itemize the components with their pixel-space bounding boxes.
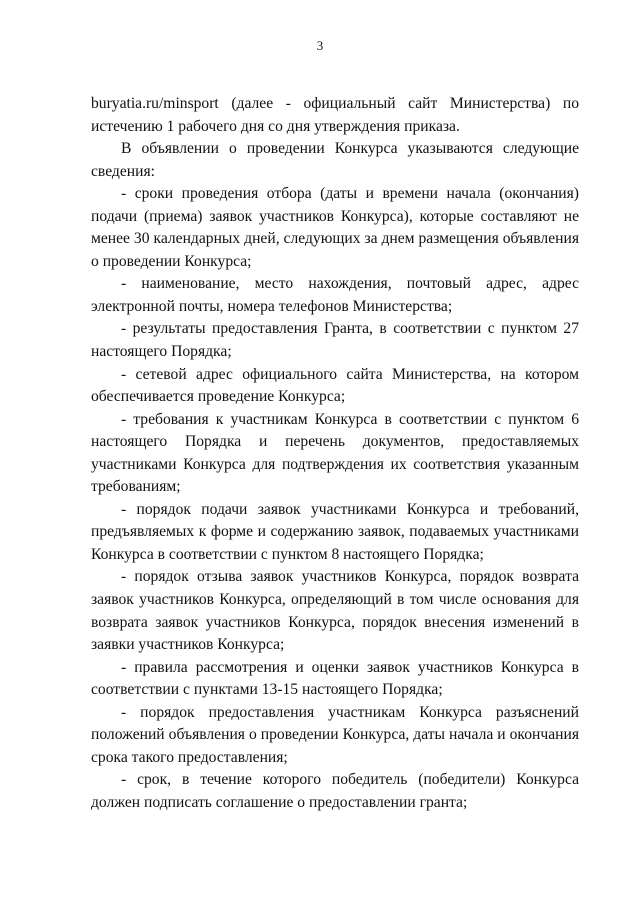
paragraph: В объявлении о проведении Конкурса указываются следующие сведения: — [91, 140, 579, 180]
list-item: - правила рассмотрения и оценки заявок участников Конкурса в соответствии с пунктами 13-15 настоящего Порядка; — [91, 658, 579, 699]
document-body — [91, 93, 579, 815]
list-item: - порядок предоставления участникам Конкурса разъяснений положений объявления о проведении Конкурса, даты начала и окончания срока такого предоставления; — [91, 703, 579, 766]
list-item: - сроки проведения отбора (даты и времени начала (окончания) подачи (приема) заявок участников Конкурса), которые составляют не менее 30 календарных дней, следующих за днем размещения объявления о проведении Конкурса; — [91, 185, 579, 270]
page-number: 3 — [316, 38, 324, 53]
list-item: - сетевой адрес официального сайта Министерства, на котором обеспечивается проведение Конкурса; — [91, 365, 579, 406]
list-item: - наименование, место нахождения, почтовый адрес, адрес электронной почты, номера телефонов Министерства; — [91, 275, 579, 315]
paragraph: buryatia.ru/minsport (далее - официальный сайт Министерства) по истечению 1 рабочего дня со дня утверждения приказа. — [91, 95, 579, 135]
list-item: - требования к участникам Конкурса в соответствии с пунктом 6 настоящего Порядка и перечень документов, предоставляемых участниками Конкурса для подтверждения их соответствия указанным требованиям; — [91, 410, 579, 496]
list-item: - срок, в течение которого победитель (победители) Конкурса должен подписать соглашение о предоставлении гранта; — [91, 771, 579, 811]
list-item: - порядок подачи заявок участниками Конкурса и требований, предъявляемых к форме и содержанию заявок, подаваемых участниками Конкурса в соответствии с пунктом 8 настоящего Порядка; — [91, 500, 579, 563]
list-item: - порядок отзыва заявок участников Конкурса, порядок возврата заявок участников Конкурса, определяющий в том числе основания для возврата заявок участников Конкурса, порядок внесения изменений в заявки участников Конкурса; — [91, 568, 579, 654]
list-item: - результаты предоставления Гранта, в соответствии с пунктом 27 настоящего Порядка; — [91, 320, 579, 361]
